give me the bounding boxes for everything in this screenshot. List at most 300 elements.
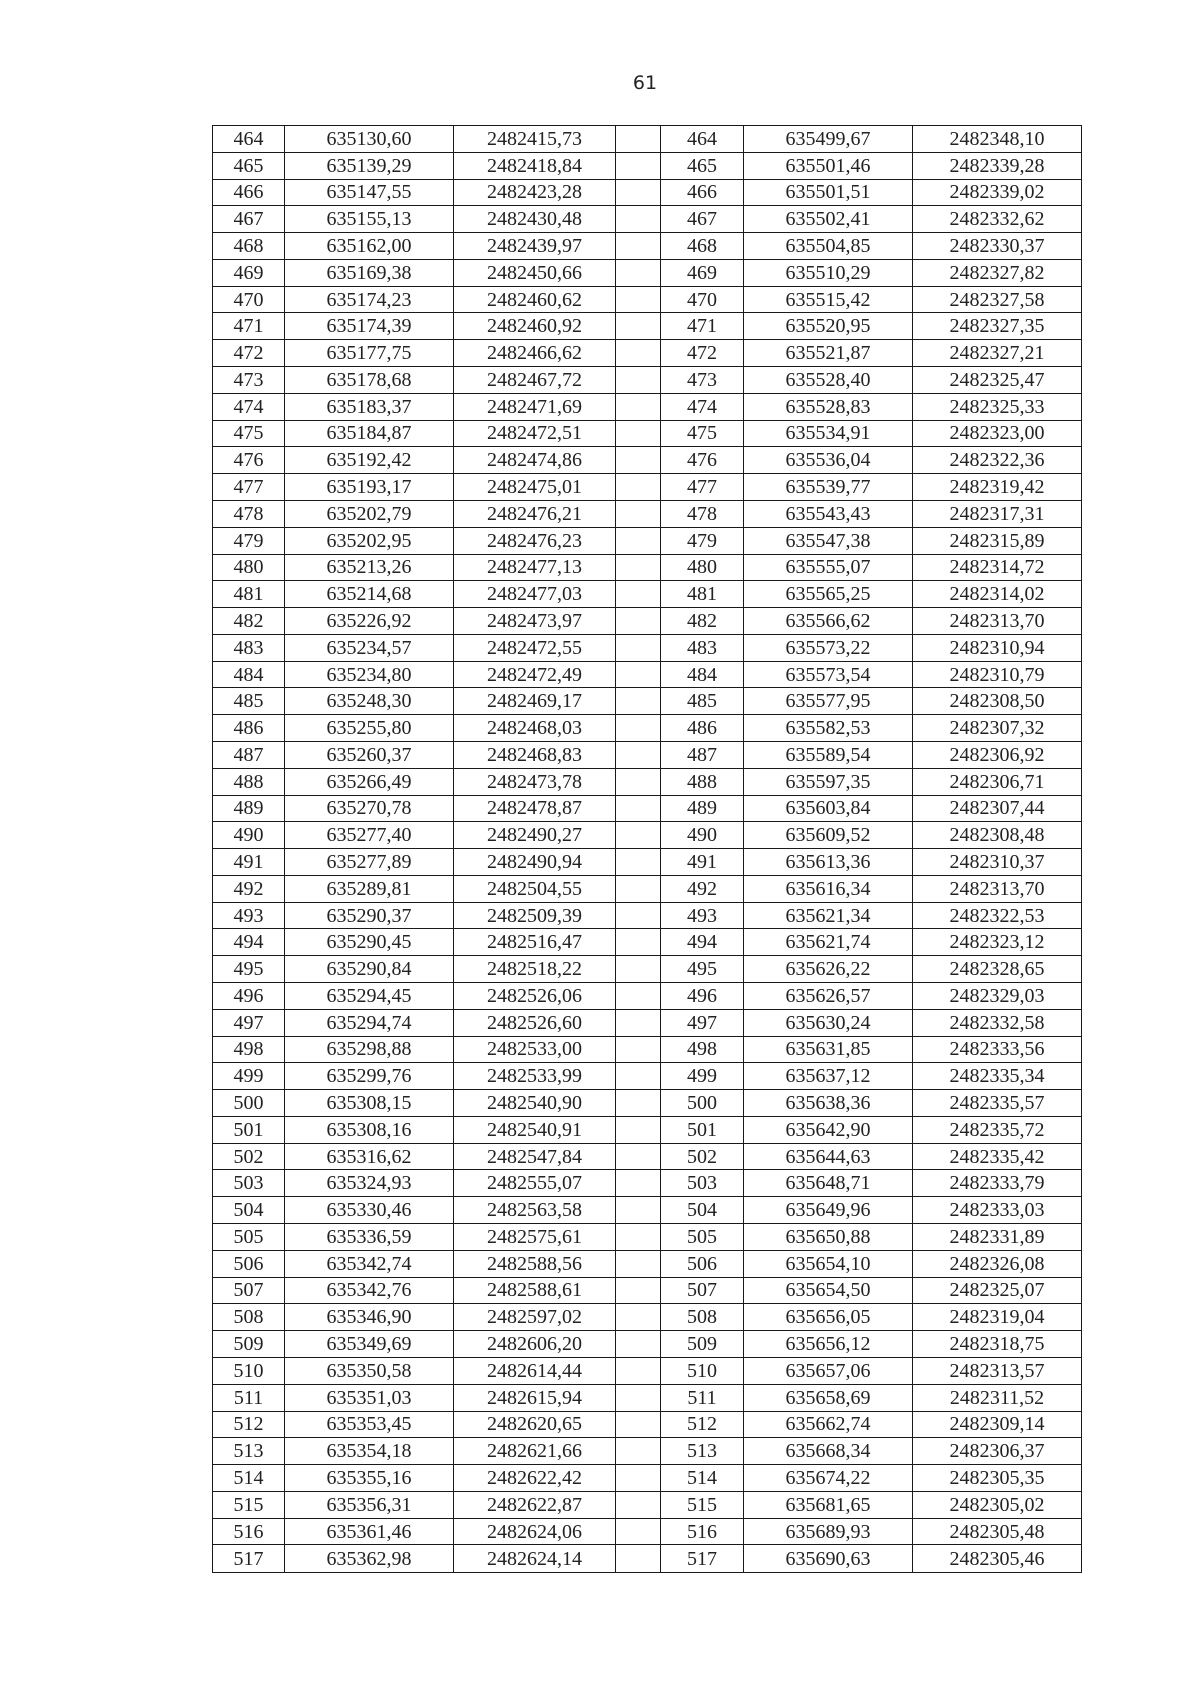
table-row bbox=[213, 286, 1082, 313]
x-coordinate-right: 635621,74 bbox=[744, 929, 913, 956]
x-coordinate-right: 635510,29 bbox=[744, 259, 913, 286]
y-coordinate-left: 2482621,66 bbox=[454, 1438, 616, 1465]
x-coordinate-left: 635349,69 bbox=[285, 1331, 454, 1358]
y-coordinate-left: 2482624,14 bbox=[454, 1545, 616, 1573]
point-number-left: 511 bbox=[213, 1384, 285, 1411]
y-coordinate-right: 2482313,70 bbox=[913, 875, 1082, 902]
empty-separator-cell bbox=[616, 1009, 661, 1036]
y-coordinate-left: 2482476,21 bbox=[454, 500, 616, 527]
y-coordinate-left: 2482476,23 bbox=[454, 527, 616, 554]
point-number-right: 510 bbox=[661, 1357, 744, 1384]
table-row bbox=[213, 1384, 1082, 1411]
empty-separator-cell bbox=[616, 581, 661, 608]
y-coordinate-right: 2482308,50 bbox=[913, 688, 1082, 715]
y-coordinate-right: 2482306,71 bbox=[913, 768, 1082, 795]
y-coordinate-right: 2482325,33 bbox=[913, 393, 1082, 420]
x-coordinate-right: 635543,43 bbox=[744, 500, 913, 527]
y-coordinate-right: 2482315,89 bbox=[913, 527, 1082, 554]
point-number-right: 512 bbox=[661, 1411, 744, 1438]
x-coordinate-left: 635155,13 bbox=[285, 206, 454, 233]
x-coordinate-left: 635270,78 bbox=[285, 795, 454, 822]
point-number-right: 489 bbox=[661, 795, 744, 822]
x-coordinate-left: 635162,00 bbox=[285, 233, 454, 260]
coordinates-table-body bbox=[213, 126, 1082, 1573]
x-coordinate-right: 635539,77 bbox=[744, 474, 913, 501]
y-coordinate-left: 2482540,91 bbox=[454, 1116, 616, 1143]
x-coordinate-left: 635248,30 bbox=[285, 688, 454, 715]
x-coordinate-left: 635290,84 bbox=[285, 956, 454, 983]
x-coordinate-right: 635528,40 bbox=[744, 367, 913, 394]
x-coordinate-right: 635573,54 bbox=[744, 661, 913, 688]
empty-separator-cell bbox=[616, 1036, 661, 1063]
point-number-right: 482 bbox=[661, 608, 744, 635]
y-coordinate-left: 2482475,01 bbox=[454, 474, 616, 501]
y-coordinate-right: 2482335,42 bbox=[913, 1143, 1082, 1170]
x-coordinate-right: 635499,67 bbox=[744, 126, 913, 153]
y-coordinate-right: 2482327,58 bbox=[913, 286, 1082, 313]
y-coordinate-right: 2482314,72 bbox=[913, 554, 1082, 581]
table-row bbox=[213, 875, 1082, 902]
y-coordinate-right: 2482335,72 bbox=[913, 1116, 1082, 1143]
point-number-left: 476 bbox=[213, 447, 285, 474]
x-coordinate-left: 635298,88 bbox=[285, 1036, 454, 1063]
y-coordinate-left: 2482597,02 bbox=[454, 1304, 616, 1331]
y-coordinate-left: 2482468,03 bbox=[454, 715, 616, 742]
point-number-right: 514 bbox=[661, 1465, 744, 1492]
x-coordinate-left: 635356,31 bbox=[285, 1491, 454, 1518]
y-coordinate-right: 2482306,37 bbox=[913, 1438, 1082, 1465]
x-coordinate-left: 635183,37 bbox=[285, 393, 454, 420]
x-coordinate-right: 635638,36 bbox=[744, 1090, 913, 1117]
y-coordinate-right: 2482326,08 bbox=[913, 1250, 1082, 1277]
empty-separator-cell bbox=[616, 661, 661, 688]
y-coordinate-right: 2482306,92 bbox=[913, 741, 1082, 768]
point-number-right: 492 bbox=[661, 875, 744, 902]
empty-separator-cell bbox=[616, 849, 661, 876]
y-coordinate-right: 2482323,00 bbox=[913, 420, 1082, 447]
x-coordinate-right: 635649,96 bbox=[744, 1197, 913, 1224]
y-coordinate-right: 2482305,48 bbox=[913, 1518, 1082, 1545]
point-number-left: 470 bbox=[213, 286, 285, 313]
x-coordinate-left: 635192,42 bbox=[285, 447, 454, 474]
y-coordinate-right: 2482335,57 bbox=[913, 1090, 1082, 1117]
x-coordinate-right: 635668,34 bbox=[744, 1438, 913, 1465]
x-coordinate-right: 635520,95 bbox=[744, 313, 913, 340]
x-coordinate-left: 635130,60 bbox=[285, 126, 454, 153]
empty-separator-cell bbox=[616, 340, 661, 367]
x-coordinate-right: 635582,53 bbox=[744, 715, 913, 742]
point-number-right: 500 bbox=[661, 1090, 744, 1117]
point-number-left: 471 bbox=[213, 313, 285, 340]
point-number-left: 472 bbox=[213, 340, 285, 367]
point-number-left: 509 bbox=[213, 1331, 285, 1358]
empty-separator-cell bbox=[616, 474, 661, 501]
point-number-left: 515 bbox=[213, 1491, 285, 1518]
y-coordinate-right: 2482318,75 bbox=[913, 1331, 1082, 1358]
point-number-left: 490 bbox=[213, 822, 285, 849]
x-coordinate-right: 635648,71 bbox=[744, 1170, 913, 1197]
empty-separator-cell bbox=[616, 500, 661, 527]
y-coordinate-left: 2482478,87 bbox=[454, 795, 616, 822]
table-row bbox=[213, 768, 1082, 795]
x-coordinate-right: 635528,83 bbox=[744, 393, 913, 420]
empty-separator-cell bbox=[616, 1277, 661, 1304]
point-number-left: 474 bbox=[213, 393, 285, 420]
y-coordinate-right: 2482339,02 bbox=[913, 179, 1082, 206]
point-number-right: 498 bbox=[661, 1036, 744, 1063]
y-coordinate-right: 2482331,89 bbox=[913, 1224, 1082, 1251]
x-coordinate-left: 635266,49 bbox=[285, 768, 454, 795]
table-row bbox=[213, 581, 1082, 608]
point-number-right: 496 bbox=[661, 983, 744, 1010]
point-number-right: 466 bbox=[661, 179, 744, 206]
point-number-right: 513 bbox=[661, 1438, 744, 1465]
table-row bbox=[213, 715, 1082, 742]
table-row bbox=[213, 1143, 1082, 1170]
y-coordinate-right: 2482317,31 bbox=[913, 500, 1082, 527]
point-number-left: 477 bbox=[213, 474, 285, 501]
empty-separator-cell bbox=[616, 1384, 661, 1411]
empty-separator-cell bbox=[616, 1116, 661, 1143]
table-row bbox=[213, 447, 1082, 474]
y-coordinate-right: 2482319,04 bbox=[913, 1304, 1082, 1331]
point-number-left: 513 bbox=[213, 1438, 285, 1465]
point-number-right: 484 bbox=[661, 661, 744, 688]
x-coordinate-left: 635346,90 bbox=[285, 1304, 454, 1331]
point-number-right: 491 bbox=[661, 849, 744, 876]
y-coordinate-left: 2482423,28 bbox=[454, 179, 616, 206]
y-coordinate-left: 2482533,99 bbox=[454, 1063, 616, 1090]
y-coordinate-left: 2482469,17 bbox=[454, 688, 616, 715]
empty-separator-cell bbox=[616, 1304, 661, 1331]
y-coordinate-left: 2482563,58 bbox=[454, 1197, 616, 1224]
x-coordinate-right: 635613,36 bbox=[744, 849, 913, 876]
empty-separator-cell bbox=[616, 1224, 661, 1251]
x-coordinate-right: 635501,51 bbox=[744, 179, 913, 206]
point-number-left: 498 bbox=[213, 1036, 285, 1063]
point-number-left: 502 bbox=[213, 1143, 285, 1170]
y-coordinate-right: 2482333,79 bbox=[913, 1170, 1082, 1197]
y-coordinate-right: 2482313,70 bbox=[913, 608, 1082, 635]
empty-separator-cell bbox=[616, 420, 661, 447]
table-row bbox=[213, 661, 1082, 688]
empty-separator-cell bbox=[616, 447, 661, 474]
point-number-left: 488 bbox=[213, 768, 285, 795]
y-coordinate-right: 2482308,48 bbox=[913, 822, 1082, 849]
table-row bbox=[213, 1009, 1082, 1036]
x-coordinate-right: 635502,41 bbox=[744, 206, 913, 233]
empty-separator-cell bbox=[616, 286, 661, 313]
point-number-right: 470 bbox=[661, 286, 744, 313]
y-coordinate-left: 2482606,20 bbox=[454, 1331, 616, 1358]
empty-separator-cell bbox=[616, 1063, 661, 1090]
point-number-left: 505 bbox=[213, 1224, 285, 1251]
x-coordinate-left: 635169,38 bbox=[285, 259, 454, 286]
empty-separator-cell bbox=[616, 1357, 661, 1384]
x-coordinate-right: 635690,63 bbox=[744, 1545, 913, 1573]
y-coordinate-left: 2482526,06 bbox=[454, 983, 616, 1010]
point-number-right: 516 bbox=[661, 1518, 744, 1545]
table-row bbox=[213, 1491, 1082, 1518]
point-number-right: 515 bbox=[661, 1491, 744, 1518]
x-coordinate-right: 635656,12 bbox=[744, 1331, 913, 1358]
x-coordinate-left: 635342,76 bbox=[285, 1277, 454, 1304]
point-number-right: 493 bbox=[661, 902, 744, 929]
empty-separator-cell bbox=[616, 126, 661, 153]
empty-separator-cell bbox=[616, 1197, 661, 1224]
y-coordinate-left: 2482467,72 bbox=[454, 367, 616, 394]
x-coordinate-left: 635277,89 bbox=[285, 849, 454, 876]
table-row bbox=[213, 688, 1082, 715]
x-coordinate-right: 635609,52 bbox=[744, 822, 913, 849]
x-coordinate-right: 635621,34 bbox=[744, 902, 913, 929]
table-row bbox=[213, 1036, 1082, 1063]
y-coordinate-right: 2482327,21 bbox=[913, 340, 1082, 367]
x-coordinate-left: 635299,76 bbox=[285, 1063, 454, 1090]
point-number-right: 486 bbox=[661, 715, 744, 742]
y-coordinate-right: 2482305,46 bbox=[913, 1545, 1082, 1573]
x-coordinate-left: 635174,23 bbox=[285, 286, 454, 313]
table-row bbox=[213, 983, 1082, 1010]
point-number-right: 507 bbox=[661, 1277, 744, 1304]
point-number-right: 485 bbox=[661, 688, 744, 715]
point-number-left: 465 bbox=[213, 152, 285, 179]
y-coordinate-left: 2482472,49 bbox=[454, 661, 616, 688]
empty-separator-cell bbox=[616, 983, 661, 1010]
table-row bbox=[213, 1438, 1082, 1465]
empty-separator-cell bbox=[616, 393, 661, 420]
point-number-left: 475 bbox=[213, 420, 285, 447]
table-row bbox=[213, 849, 1082, 876]
empty-separator-cell bbox=[616, 608, 661, 635]
y-coordinate-left: 2482575,61 bbox=[454, 1224, 616, 1251]
table-row bbox=[213, 1170, 1082, 1197]
x-coordinate-left: 635294,74 bbox=[285, 1009, 454, 1036]
table-row bbox=[213, 1277, 1082, 1304]
y-coordinate-left: 2482516,47 bbox=[454, 929, 616, 956]
x-coordinate-right: 635534,91 bbox=[744, 420, 913, 447]
table-row bbox=[213, 340, 1082, 367]
empty-separator-cell bbox=[616, 688, 661, 715]
y-coordinate-left: 2482415,73 bbox=[454, 126, 616, 153]
x-coordinate-left: 635184,87 bbox=[285, 420, 454, 447]
x-coordinate-right: 635536,04 bbox=[744, 447, 913, 474]
empty-separator-cell bbox=[616, 1250, 661, 1277]
table-row bbox=[213, 152, 1082, 179]
x-coordinate-left: 635353,45 bbox=[285, 1411, 454, 1438]
point-number-left: 484 bbox=[213, 661, 285, 688]
empty-separator-cell bbox=[616, 527, 661, 554]
empty-separator-cell bbox=[616, 1411, 661, 1438]
y-coordinate-left: 2482588,56 bbox=[454, 1250, 616, 1277]
point-number-left: 473 bbox=[213, 367, 285, 394]
x-coordinate-right: 635603,84 bbox=[744, 795, 913, 822]
y-coordinate-right: 2482311,52 bbox=[913, 1384, 1082, 1411]
point-number-left: 514 bbox=[213, 1465, 285, 1492]
y-coordinate-left: 2482450,66 bbox=[454, 259, 616, 286]
empty-separator-cell bbox=[616, 1170, 661, 1197]
table-row bbox=[213, 1331, 1082, 1358]
empty-separator-cell bbox=[616, 1491, 661, 1518]
point-number-right: 468 bbox=[661, 233, 744, 260]
y-coordinate-left: 2482439,97 bbox=[454, 233, 616, 260]
empty-separator-cell bbox=[616, 1518, 661, 1545]
y-coordinate-right: 2482325,07 bbox=[913, 1277, 1082, 1304]
point-number-right: 481 bbox=[661, 581, 744, 608]
point-number-left: 489 bbox=[213, 795, 285, 822]
table-row bbox=[213, 956, 1082, 983]
page-number: 61 bbox=[632, 72, 658, 94]
x-coordinate-right: 635658,69 bbox=[744, 1384, 913, 1411]
y-coordinate-right: 2482330,37 bbox=[913, 233, 1082, 260]
table-row bbox=[213, 1250, 1082, 1277]
y-coordinate-left: 2482472,55 bbox=[454, 634, 616, 661]
y-coordinate-left: 2482474,86 bbox=[454, 447, 616, 474]
x-coordinate-right: 635515,42 bbox=[744, 286, 913, 313]
y-coordinate-left: 2482588,61 bbox=[454, 1277, 616, 1304]
y-coordinate-right: 2482310,79 bbox=[913, 661, 1082, 688]
table-row bbox=[213, 420, 1082, 447]
empty-separator-cell bbox=[616, 1545, 661, 1573]
empty-separator-cell bbox=[616, 822, 661, 849]
y-coordinate-left: 2482540,90 bbox=[454, 1090, 616, 1117]
x-coordinate-right: 635630,24 bbox=[744, 1009, 913, 1036]
empty-separator-cell bbox=[616, 152, 661, 179]
table-row bbox=[213, 1357, 1082, 1384]
empty-separator-cell bbox=[616, 1090, 661, 1117]
y-coordinate-right: 2482313,57 bbox=[913, 1357, 1082, 1384]
table-row bbox=[213, 822, 1082, 849]
point-number-left: 501 bbox=[213, 1116, 285, 1143]
x-coordinate-left: 635362,98 bbox=[285, 1545, 454, 1573]
y-coordinate-left: 2482490,94 bbox=[454, 849, 616, 876]
point-number-left: 499 bbox=[213, 1063, 285, 1090]
x-coordinate-right: 635662,74 bbox=[744, 1411, 913, 1438]
y-coordinate-right: 2482328,65 bbox=[913, 956, 1082, 983]
table-row bbox=[213, 206, 1082, 233]
x-coordinate-right: 635565,25 bbox=[744, 581, 913, 608]
point-number-left: 468 bbox=[213, 233, 285, 260]
x-coordinate-left: 635177,75 bbox=[285, 340, 454, 367]
point-number-right: 504 bbox=[661, 1197, 744, 1224]
x-coordinate-right: 635657,06 bbox=[744, 1357, 913, 1384]
x-coordinate-right: 635573,22 bbox=[744, 634, 913, 661]
empty-separator-cell bbox=[616, 715, 661, 742]
table-row bbox=[213, 179, 1082, 206]
y-coordinate-left: 2482620,65 bbox=[454, 1411, 616, 1438]
table-row bbox=[213, 1304, 1082, 1331]
table-row bbox=[213, 313, 1082, 340]
x-coordinate-left: 635290,45 bbox=[285, 929, 454, 956]
point-number-left: 506 bbox=[213, 1250, 285, 1277]
y-coordinate-right: 2482310,94 bbox=[913, 634, 1082, 661]
table-row bbox=[213, 126, 1082, 153]
x-coordinate-left: 635351,03 bbox=[285, 1384, 454, 1411]
table-row bbox=[213, 1197, 1082, 1224]
table-row bbox=[213, 634, 1082, 661]
x-coordinate-left: 635234,57 bbox=[285, 634, 454, 661]
empty-separator-cell bbox=[616, 795, 661, 822]
empty-separator-cell bbox=[616, 313, 661, 340]
point-number-left: 479 bbox=[213, 527, 285, 554]
table-row bbox=[213, 929, 1082, 956]
x-coordinate-right: 635654,10 bbox=[744, 1250, 913, 1277]
empty-separator-cell bbox=[616, 206, 661, 233]
point-number-left: 469 bbox=[213, 259, 285, 286]
x-coordinate-right: 635674,22 bbox=[744, 1465, 913, 1492]
x-coordinate-left: 635308,15 bbox=[285, 1090, 454, 1117]
x-coordinate-left: 635174,39 bbox=[285, 313, 454, 340]
y-coordinate-right: 2482309,14 bbox=[913, 1411, 1082, 1438]
y-coordinate-right: 2482319,42 bbox=[913, 474, 1082, 501]
x-coordinate-right: 635650,88 bbox=[744, 1224, 913, 1251]
point-number-left: 480 bbox=[213, 554, 285, 581]
y-coordinate-left: 2482518,22 bbox=[454, 956, 616, 983]
point-number-right: 494 bbox=[661, 929, 744, 956]
point-number-left: 503 bbox=[213, 1170, 285, 1197]
point-number-left: 481 bbox=[213, 581, 285, 608]
point-number-left: 466 bbox=[213, 179, 285, 206]
x-coordinate-right: 635555,07 bbox=[744, 554, 913, 581]
table-row bbox=[213, 1116, 1082, 1143]
table-row bbox=[213, 1063, 1082, 1090]
x-coordinate-right: 635547,38 bbox=[744, 527, 913, 554]
table-row bbox=[213, 367, 1082, 394]
table-row bbox=[213, 1545, 1082, 1573]
point-number-right: 495 bbox=[661, 956, 744, 983]
table-row bbox=[213, 393, 1082, 420]
x-coordinate-right: 635656,05 bbox=[744, 1304, 913, 1331]
x-coordinate-right: 635521,87 bbox=[744, 340, 913, 367]
y-coordinate-right: 2482335,34 bbox=[913, 1063, 1082, 1090]
table-row bbox=[213, 1224, 1082, 1251]
point-number-left: 496 bbox=[213, 983, 285, 1010]
point-number-right: 472 bbox=[661, 340, 744, 367]
x-coordinate-left: 635330,46 bbox=[285, 1197, 454, 1224]
y-coordinate-left: 2482477,03 bbox=[454, 581, 616, 608]
y-coordinate-right: 2482325,47 bbox=[913, 367, 1082, 394]
x-coordinate-left: 635147,55 bbox=[285, 179, 454, 206]
x-coordinate-left: 635202,95 bbox=[285, 527, 454, 554]
empty-separator-cell bbox=[616, 741, 661, 768]
y-coordinate-left: 2482468,83 bbox=[454, 741, 616, 768]
x-coordinate-left: 635294,45 bbox=[285, 983, 454, 1010]
y-coordinate-left: 2482471,69 bbox=[454, 393, 616, 420]
point-number-left: 478 bbox=[213, 500, 285, 527]
empty-separator-cell bbox=[616, 554, 661, 581]
x-coordinate-right: 635681,65 bbox=[744, 1491, 913, 1518]
x-coordinate-left: 635316,62 bbox=[285, 1143, 454, 1170]
y-coordinate-right: 2482307,32 bbox=[913, 715, 1082, 742]
y-coordinate-left: 2482526,60 bbox=[454, 1009, 616, 1036]
point-number-left: 482 bbox=[213, 608, 285, 635]
empty-separator-cell bbox=[616, 929, 661, 956]
x-coordinate-right: 635654,50 bbox=[744, 1277, 913, 1304]
table-row bbox=[213, 902, 1082, 929]
y-coordinate-left: 2482490,27 bbox=[454, 822, 616, 849]
x-coordinate-left: 635139,29 bbox=[285, 152, 454, 179]
point-number-left: 493 bbox=[213, 902, 285, 929]
point-number-right: 471 bbox=[661, 313, 744, 340]
empty-separator-cell bbox=[616, 1331, 661, 1358]
x-coordinate-right: 635689,93 bbox=[744, 1518, 913, 1545]
empty-separator-cell bbox=[616, 875, 661, 902]
point-number-left: 512 bbox=[213, 1411, 285, 1438]
empty-separator-cell bbox=[616, 956, 661, 983]
empty-separator-cell bbox=[616, 259, 661, 286]
coordinates-table bbox=[212, 125, 1082, 1573]
point-number-left: 500 bbox=[213, 1090, 285, 1117]
